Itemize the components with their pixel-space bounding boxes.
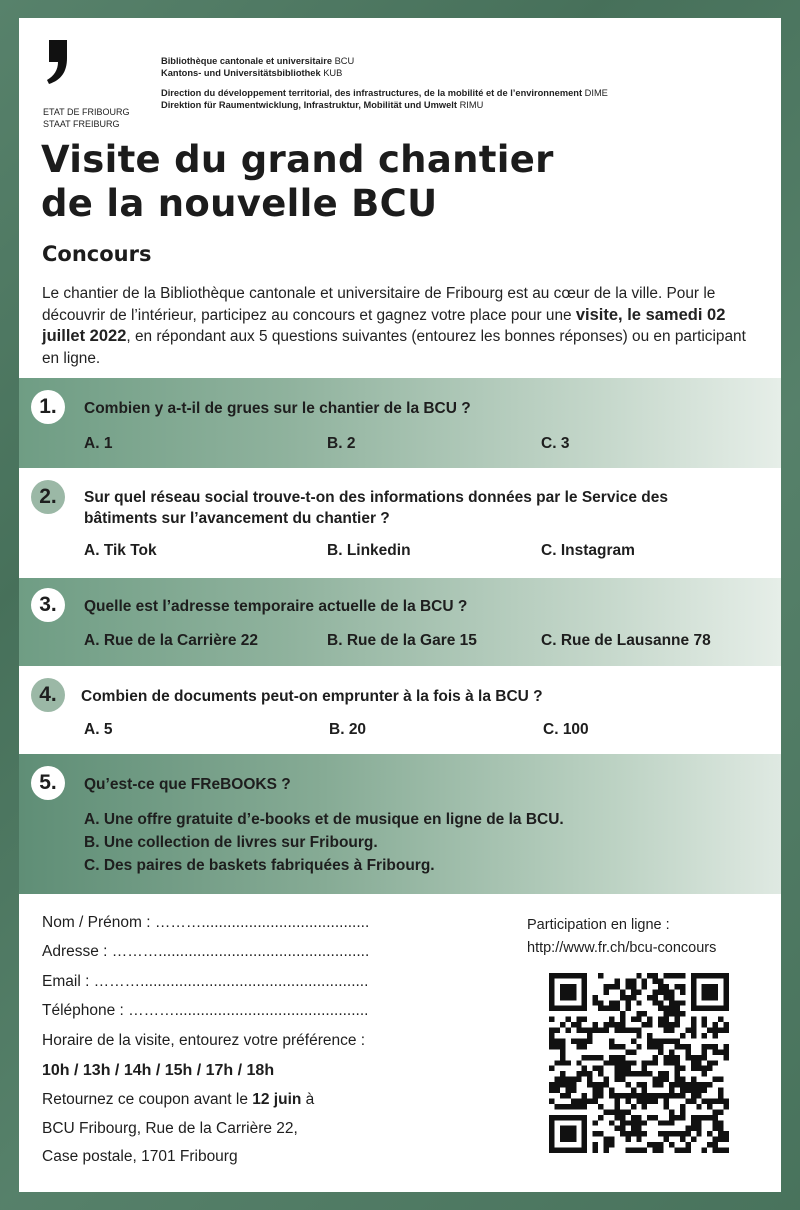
institution-de-abbr: KUB [323,67,343,78]
answer-value: Instagram [560,542,635,559]
question-text: Combien de documents peut-on emprunter à la fois à la BCU ? [81,688,543,705]
answer-key: B. [327,632,343,649]
answer-value: Rue de Lausanne 78 [560,632,711,649]
address-field[interactable]: Adresse : ………................................................. [42,943,370,960]
question-number: 2. [31,480,65,514]
answer-value: Des paires de baskets fabriquées à Fribourg. [103,857,435,874]
institution-fr-abbr: BCU [334,56,355,66]
answer-value: 1 [103,435,113,452]
answer-key: B. [327,542,343,559]
answer-key: C. [84,857,100,874]
question-number: 1. [31,390,65,424]
email-field[interactable]: Email : ………..................................................... [42,973,369,990]
answer-b[interactable] [327,435,355,453]
question-text: Sur quel réseau social trouve-t-on des informations données par le Service des bâtiments sur l’avancement du chantier ? [84,489,669,527]
answer-key: B. [327,435,343,452]
name-field[interactable]: Nom / Prénom : ………....................................... [42,914,370,931]
institution-fr: Bibliothèque cantonale et universitaire [161,56,332,66]
answer-value: 3 [560,435,570,452]
institution-block [161,56,608,111]
phone-field[interactable]: Téléphone : ………............................................. [42,1002,369,1019]
question-text: Combien y a-t-il de grues sur le chantier de la BCU ? [84,400,471,417]
canton-name-fr: ETAT DE FRIBOURG [43,107,130,117]
schedule-options[interactable]: 10h / 13h / 14h / 15h / 17h / 18h [42,1062,275,1079]
intro-highlight: visite, le samedi 02 juillet 2022 [42,305,726,345]
question-4 [19,666,781,754]
answer-value: Linkedin [346,542,411,559]
comma-logo-icon [45,38,75,84]
return-text: Retournez ce coupon avant le [42,1091,253,1108]
answer-a[interactable] [84,435,112,453]
return-text-end: à [301,1091,315,1108]
schedule-label: Horaire de la visite, entourez votre préférence : [42,1032,366,1049]
answer-a[interactable] [84,542,157,560]
canton-name-de: STAAT FREIBURG [43,119,120,129]
answer-value: 5 [103,721,113,738]
intro-text-2: , en répondant aux 5 questions suivantes (entourez les bonnes réponses) ou en participant en ligne. [42,328,746,367]
direction-fr: Direction du développement territorial, des infrastructures, de la mobilité et de l’environnement [161,88,583,98]
answer-a[interactable] [84,721,112,739]
answer-a[interactable] [84,632,258,650]
question-2 [19,468,781,578]
answer-a[interactable] [84,811,564,829]
answer-key: C. [541,542,557,559]
answer-value: 100 [562,721,589,738]
answer-key: A. [84,435,100,452]
online-participation [527,914,716,960]
answer-key: C. [543,721,559,738]
answer-c[interactable] [543,721,589,739]
answer-value: Rue de la Carrière 22 [103,632,259,649]
answer-b[interactable] [329,721,366,739]
question-number: 4. [31,678,65,712]
answer-value: 20 [348,721,367,738]
institution-de: Kantons- und Universitätsbibliothek [161,67,321,78]
page-title [41,138,554,226]
answer-key: A. [84,721,100,738]
return-address-line-2: Case postale, 1701 Fribourg [42,1148,238,1165]
canton-name [43,106,130,130]
return-date: 12 juin [252,1091,302,1108]
answer-c[interactable] [541,632,711,650]
answer-c[interactable] [84,857,435,875]
answer-key: C. [541,435,557,452]
answer-value: 2 [346,435,356,452]
direction-de-abbr: RIMU [459,99,484,110]
direction-de: Direktion für Raumentwicklung, Infrastruktur, Mobilität und Umwelt [161,99,457,110]
answer-b[interactable] [84,834,378,852]
question-1 [19,378,781,468]
answer-value: Tik Tok [103,542,157,559]
return-address-line-1: BCU Fribourg, Rue de la Carrière 22, [42,1120,298,1137]
title-line-1: Visite du grand chantier [41,138,554,181]
question-text: Quelle est l’adresse temporaire actuelle de la BCU ? [84,598,468,615]
question-5 [19,754,781,894]
answer-key: A. [84,811,100,828]
answer-key: B. [84,834,100,851]
question-3 [19,578,781,666]
answer-key: C. [541,632,557,649]
answer-b[interactable] [327,542,411,560]
answer-key: A. [84,632,100,649]
online-label: Participation en ligne : [527,917,670,933]
answer-key: A. [84,542,100,559]
qr-code-icon[interactable] [549,973,729,1153]
answer-b[interactable] [327,632,477,650]
title-line-2: de la nouvelle BCU [41,182,438,225]
question-number: 3. [31,588,65,622]
intro-text-1: Le chantier de la Bibliothèque cantonale et universitaire de Fribourg est au cœur de la ville. Pour le découvrir de l’intérieur, participez au concours et gagnez votre place pour une [42,285,716,324]
direction-fr-abbr: DIME [584,88,608,98]
question-text: Qu’est-ce que FReBOOKS ? [84,776,291,793]
answer-value: Rue de la Gare 15 [346,632,477,649]
online-url[interactable]: http://www.fr.ch/bcu-concours [527,940,717,956]
answer-c[interactable] [541,542,635,560]
section-title: Concours [42,242,152,266]
return-deadline [42,1091,314,1109]
answer-value: Une offre gratuite d’e-books et de musique en ligne de la BCU. [103,811,564,828]
answer-c[interactable] [541,435,569,453]
answer-key: B. [329,721,345,738]
answer-value: Une collection de livres sur Fribourg. [103,834,378,851]
question-number: 5. [31,766,65,800]
intro-paragraph [42,283,762,369]
contest-flyer [19,18,781,1192]
